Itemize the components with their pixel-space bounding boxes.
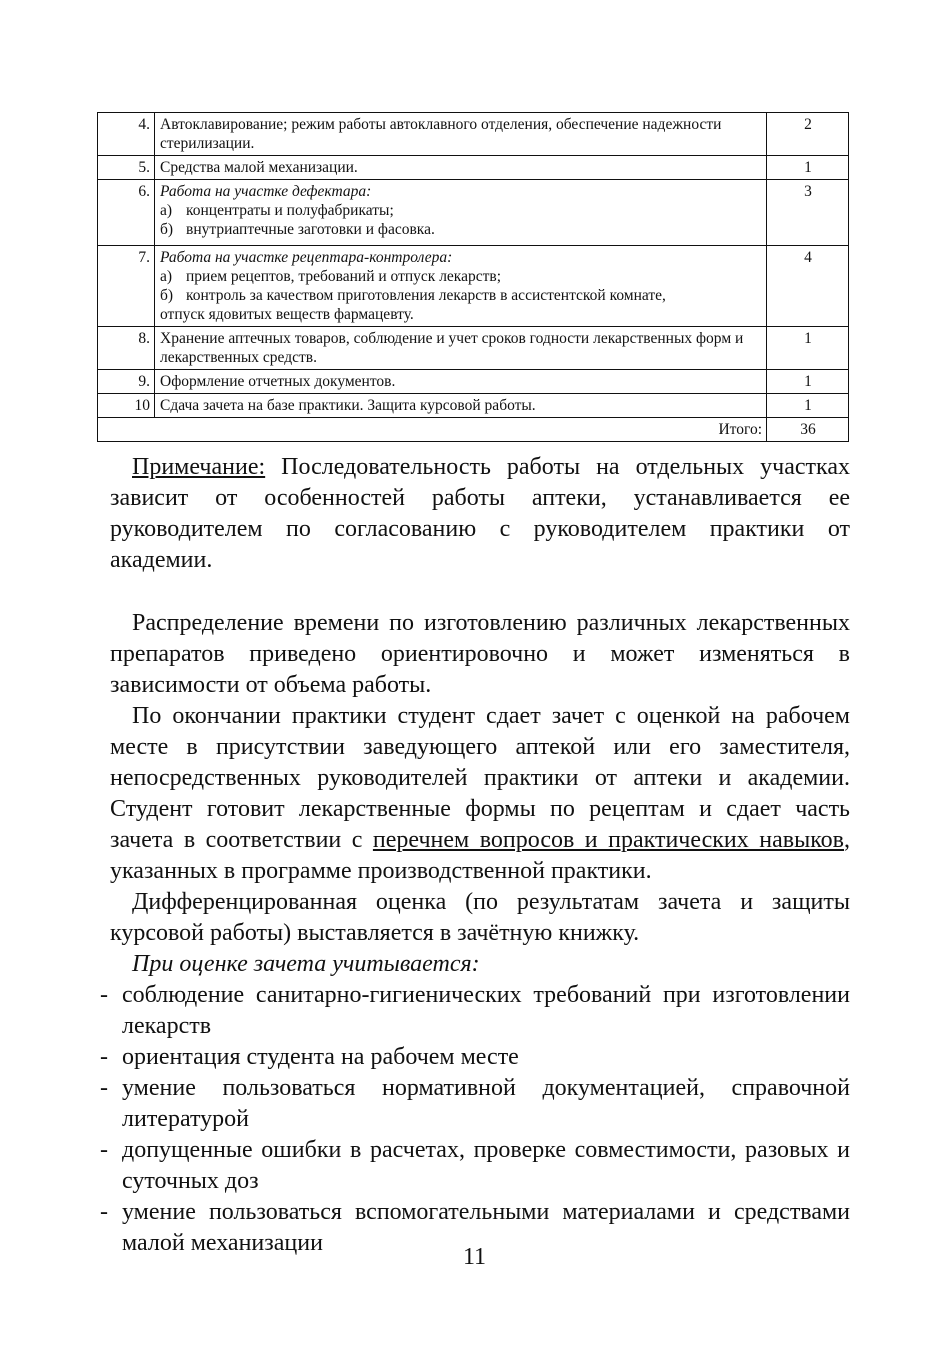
row-hours: 2 [767, 113, 849, 156]
section-title: Работа на участке дефектара: [160, 183, 372, 200]
sub-item [160, 286, 762, 305]
row-hours: 1 [767, 327, 849, 370]
paragraph [110, 701, 850, 887]
sub-item-mark: б) [160, 221, 174, 238]
table-total-row [98, 418, 849, 442]
row-number: 5. [98, 156, 155, 180]
table-row [98, 113, 849, 156]
sub-item-mark: а) [160, 202, 173, 219]
list-item [100, 980, 850, 1042]
sub-item-continuation: отпуск ядовитых веществ фармацевту. [160, 306, 414, 323]
note-text: Последовательность работы на отдельных участках зависит от особенностей работы аптеки, устанавливается ее руководителем по согласованию с руководителем практики от академии. [110, 454, 850, 573]
table-row [98, 246, 849, 327]
sub-item-mark: а) [160, 268, 173, 285]
list-item-text: ориентация студента на рабочем месте [122, 1044, 519, 1070]
table-row [98, 180, 849, 246]
row-text [155, 180, 767, 246]
row-number: 6. [98, 180, 155, 246]
sub-item-text: прием рецептов, требований и отпуск лекарств; [186, 268, 502, 285]
sub-item [160, 220, 762, 239]
row-text: Сдача зачета на базе практики. Защита курсовой работы. [155, 394, 767, 418]
sub-item [160, 201, 762, 220]
list-item-text: умение пользоваться вспомогательными материалами и средствами малой механизации [122, 1199, 850, 1256]
list-dash: - [100, 1137, 108, 1163]
section-title: Работа на участке рецептара-контролера: [160, 249, 453, 266]
practice-plan-table [97, 112, 849, 442]
paragraph: Распределение времени по изготовлению различных лекарственных препаратов приведено ориентировочно и может изменяться в зависимости от объема работы. [110, 610, 850, 698]
row-number: 7. [98, 246, 155, 327]
table-row [98, 327, 849, 370]
note-paragraph [110, 452, 850, 576]
paragraph-part: По окончании практики студент сдает зачет с оценкой на рабочем месте в присутствии заведующего аптекой или его заместителя, непосредственных руководителей практики от аптеки и академии. Студент готовит лекарственные формы по рецептам и сдает часть зачета в соответствии с [110, 703, 850, 853]
row-text: Средства малой механизации. [155, 156, 767, 180]
paragraph-part: , указанных в программе производственной практики. [110, 827, 850, 884]
row-hours: 4 [767, 246, 849, 327]
note-head: Примечание: [132, 454, 266, 480]
list-item-text: соблюдение санитарно-гигиенических требований при изготовлении лекарств [122, 982, 850, 1039]
criteria-list [100, 980, 850, 1259]
row-number: 9. [98, 370, 155, 394]
sub-item-text: внутриаптечные заготовки и фасовка. [186, 221, 435, 238]
table-row [98, 370, 849, 394]
row-text: Хранение аптечных товаров, соблюдение и учет сроков годности лекарственных форм и лекарственных средств. [155, 327, 767, 370]
row-number: 8. [98, 327, 155, 370]
total-value: 36 [767, 418, 849, 442]
row-hours: 1 [767, 370, 849, 394]
list-item [100, 1042, 850, 1073]
row-hours: 1 [767, 394, 849, 418]
row-hours: 1 [767, 156, 849, 180]
questions-list-reference: перечнем вопросов и практических навыков [372, 827, 844, 853]
body-text [100, 452, 850, 1259]
list-item-text: умение пользоваться нормативной документацией, справочной литературой [122, 1075, 850, 1132]
list-item-text: допущенные ошибки в расчетах, проверке совместимости, разовых и суточных доз [122, 1137, 850, 1194]
sub-item-text: контроль за качеством приготовления лекарств в ассистентской комнате, [186, 287, 666, 304]
row-text [155, 246, 767, 327]
list-item [100, 1135, 850, 1197]
row-text: Автоклавирование; режим работы автоклавного отделения, обеспечение надежности стерилизации. [155, 113, 767, 156]
total-label: Итого: [98, 418, 767, 442]
sub-item-text: концентраты и полуфабрикаты; [186, 202, 394, 219]
row-number: 10 [98, 394, 155, 418]
row-number: 4. [98, 113, 155, 156]
paragraph: Дифференцированная оценка (по результатам зачета и защиты курсовой работы) выставляется в зачётную книжку. [110, 889, 850, 946]
sub-item [160, 267, 762, 286]
sub-item-mark: б) [160, 287, 174, 304]
list-dash: - [100, 1199, 108, 1225]
row-text: Оформление отчетных документов. [155, 370, 767, 394]
list-item [100, 1073, 850, 1135]
page-number: 11 [462, 1244, 487, 1270]
row-hours: 3 [767, 180, 849, 246]
list-dash: - [100, 982, 108, 1008]
criteria-heading: При оценке зачета учитывается: [132, 951, 480, 977]
table-row [98, 156, 849, 180]
table-row [98, 394, 849, 418]
list-dash: - [100, 1075, 108, 1101]
list-dash: - [100, 1044, 108, 1070]
